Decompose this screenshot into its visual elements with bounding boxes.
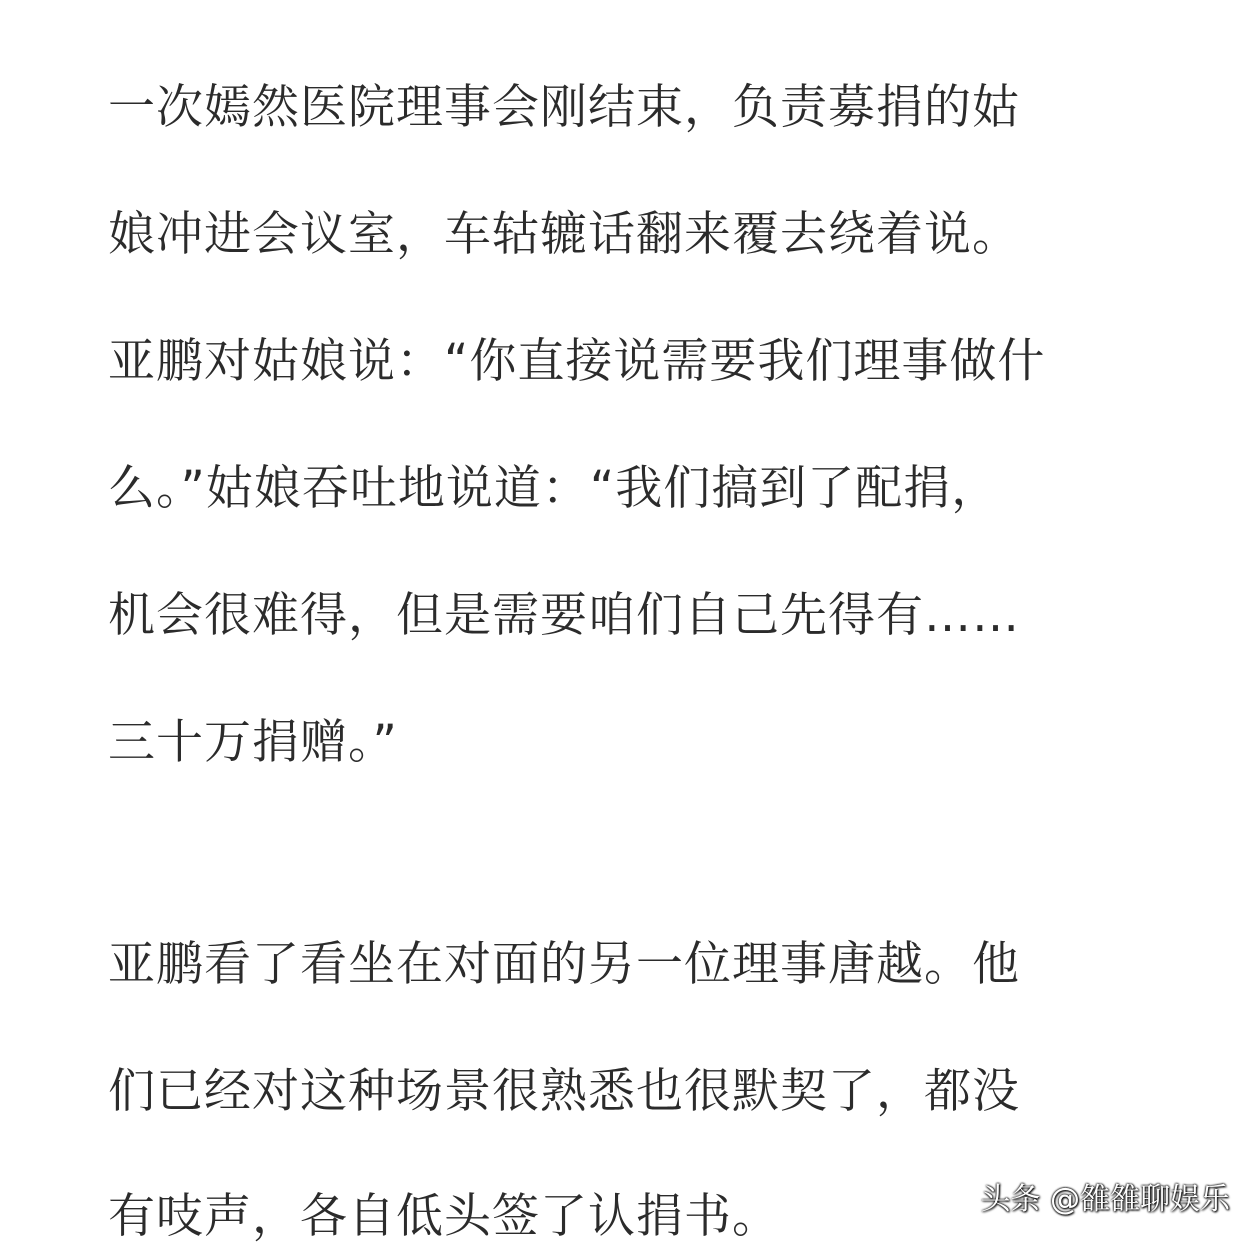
paragraph2-line-3: 有吱声，各自低头签了认捐书。	[108, 1189, 780, 1244]
paragraph2-line-2: 们已经对这种场景很熟悉也很默契了，都没	[108, 1064, 1020, 1119]
paragraph1-line-4: 么。”姑娘吞吐地说道：“我们搞到了配捐，	[108, 461, 1000, 516]
paragraph1-line-6: 三十万捐赠。”	[108, 715, 398, 770]
paragraph1-line-2: 娘冲进会议室，车轱辘话翻来覆去绕着说。	[108, 207, 1020, 262]
paragraph2-line-1: 亚鹏看了看坐在对面的另一位理事唐越。他	[108, 937, 1020, 992]
paragraph1-line-5: 机会很难得，但是需要咱们自己先得有……	[108, 588, 1020, 643]
paragraph1-line-3: 亚鹏对姑娘说：“你直接说需要我们理事做什	[108, 334, 1046, 389]
source-watermark: 头条 @雒雒聊娱乐	[980, 1182, 1230, 1217]
paragraph1-line-1: 一次嫣然医院理事会刚结束，负责募捐的姑	[108, 80, 1020, 135]
